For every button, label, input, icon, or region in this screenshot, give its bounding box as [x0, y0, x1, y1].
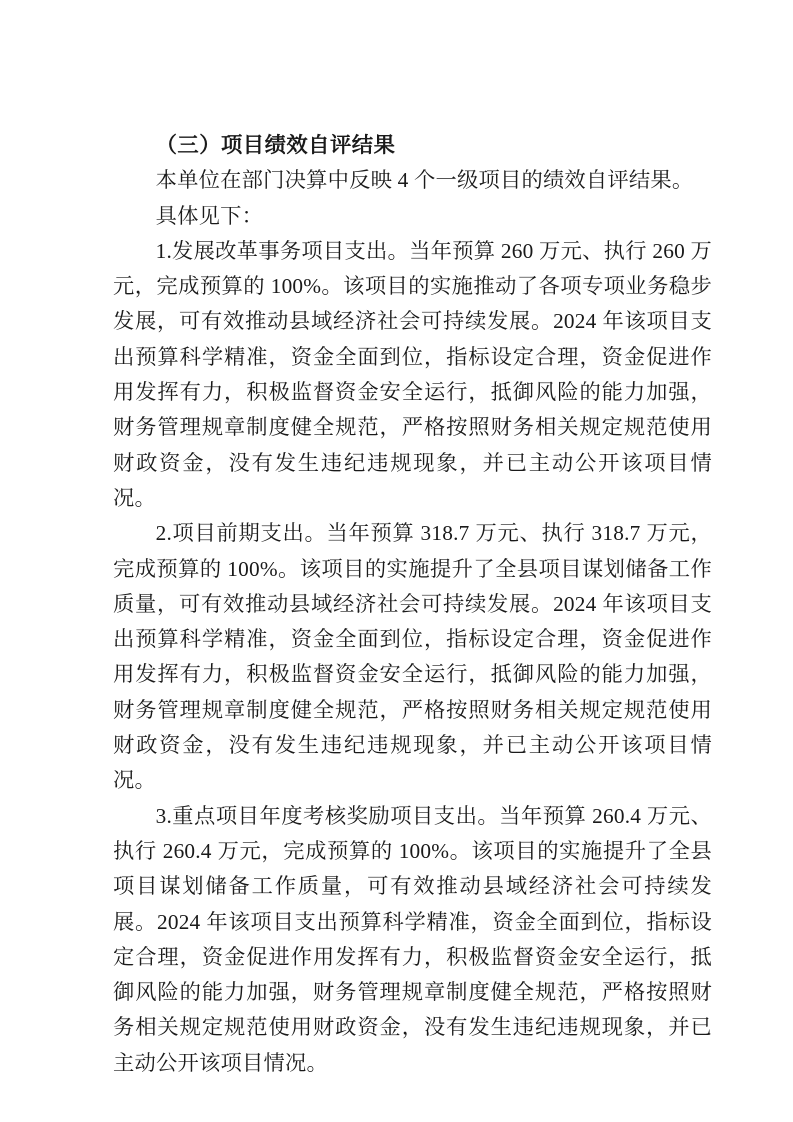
paragraph-intro: 本单位在部门决算中反映 4 个一级项目的绩效自评结果。	[155, 168, 694, 193]
paragraph-project-3: 3.重点项目年度考核奖励项目支出。当年预算 260.4 万元、执行 260.4 万元，完成预算的 100%。该项目的实施提升了全县项目谋划储备工作质量，可有效推动县域经济社会可持续发展。2024 年该项目支出预算科学精准，资金全面到位，指标设定合理，资金促进作用发挥有力，积极监督资金安全运行，抵御风险的能力加强，财务管理规章制度健全规范，严格按照财务相关规定规范使用财政资金，没有发生违纪违规现象，并已主动公开该项目情况。	[113, 803, 712, 1075]
section-heading: （三）项目绩效自评结果	[155, 133, 396, 157]
paragraph-detail-note: 具体见下：	[155, 203, 264, 228]
paragraph-project-1: 1.发展改革事务项目支出。当年预算 260 万元、执行 260 万元，完成预算的 100%。该项目的实施推动了各项专项业务稳步发展，可有效推动县域经济社会可持续发展。2024 年该项目支出预算科学精准，资金全面到位，指标设定合理，资金促进作用发挥有力，积极监督资金安全运行，抵御风险的能力加强，财务管理规章制度健全规范，严格按照财务相关规定规范使用财政资金，没有发生违纪违规现象，并已主动公开该项目情况。	[113, 238, 712, 510]
document-content	[113, 128, 712, 1081]
paragraph-project-2: 2.项目前期支出。当年预算 318.7 万元、执行 318.7 万元，完成预算的 100%。该项目的实施提升了全县项目谋划储备工作质量，可有效推动县域经济社会可持续发展。2024 年该项目支出预算科学精准，资金全面到位，指标设定合理，资金促进作用发挥有力，积极监督资金安全运行，抵御风险的能力加强，财务管理规章制度健全规范，严格按照财务相关规定规范使用财政资金，没有发生违纪违规现象，并已主动公开该项目情况。	[113, 521, 712, 793]
